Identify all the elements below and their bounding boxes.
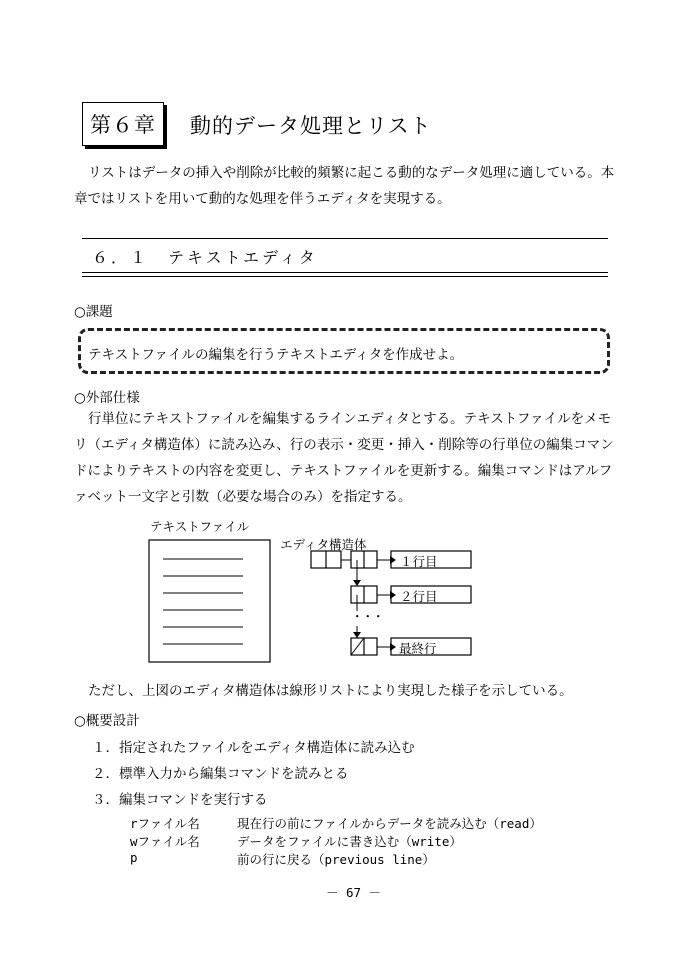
- continuation-dots: ・・・: [351, 609, 383, 624]
- command-name-p: p: [130, 850, 138, 865]
- list-head-node: [311, 551, 351, 568]
- design-heading: ○概要設計: [74, 713, 140, 729]
- design-item-1: １．指定されたファイルをエディタ構造体に読み込む: [92, 740, 415, 756]
- command-name-r: rファイル名: [130, 816, 200, 831]
- external-spec-line-1: 行単位にテキストファイルを編集するラインエディタとする。テキストファイルをメモ: [88, 411, 612, 427]
- text-file-icon: [149, 540, 270, 662]
- intro-line-2: 章ではリストを用いて動的な処理を伴うエディタを実現する。: [74, 191, 451, 207]
- node-last-label: 最終行: [399, 641, 437, 656]
- figure-caption: ただし、上図のエディタ構造体は線形リストにより実現した様子を示している。: [88, 683, 573, 699]
- chapter-title: 動的データ処理とリスト: [190, 114, 432, 138]
- command-desc-w: データをファイルに書き込む（write）: [237, 834, 462, 849]
- page-number: － 67 －: [326, 885, 382, 900]
- design-item-2: ２．標準入力から編集コマンドを読みとる: [92, 766, 349, 782]
- figure-struct-label: エディタ構造体: [280, 537, 367, 552]
- design-item-3: ３．編集コマンドを実行する: [92, 792, 268, 808]
- external-spec-line-3: ドによりテキストの内容を変更し、テキストファイルを更新する。編集コマンドはアルフ: [74, 463, 613, 479]
- chapter-label: 第６章: [90, 113, 156, 137]
- section-title: ６．１ テキストエディタ: [92, 248, 318, 267]
- command-desc-p: 前の行に戻る（previous line）: [237, 852, 435, 867]
- intro-line-1: リストはデータの挿入や削除が比較的頻繁に起こる動的なデータ処理に適している。本: [88, 165, 615, 181]
- node-1-label: １行目: [400, 554, 438, 569]
- external-spec-line-2: リ（エディタ構造体）に読み込み、行の表示・変更・挿入・削除等の行単位の編集コマン: [74, 437, 614, 453]
- command-name-w: wファイル名: [130, 834, 200, 849]
- node-2-label: ２行目: [400, 589, 438, 604]
- external-spec-line-4: ァベット一文字と引数（必要な場合のみ）を指定する。: [74, 489, 412, 505]
- command-desc-r: 現在行の前にファイルからデータを読み込む（read）: [237, 816, 542, 831]
- external-spec-heading: ○外部仕様: [74, 390, 140, 406]
- task-heading: ○課題: [74, 304, 113, 320]
- task-text: テキストファイルの編集を行うテキストエディタを作成せよ。: [88, 347, 464, 363]
- figure-file-label: テキストファイル: [150, 519, 250, 534]
